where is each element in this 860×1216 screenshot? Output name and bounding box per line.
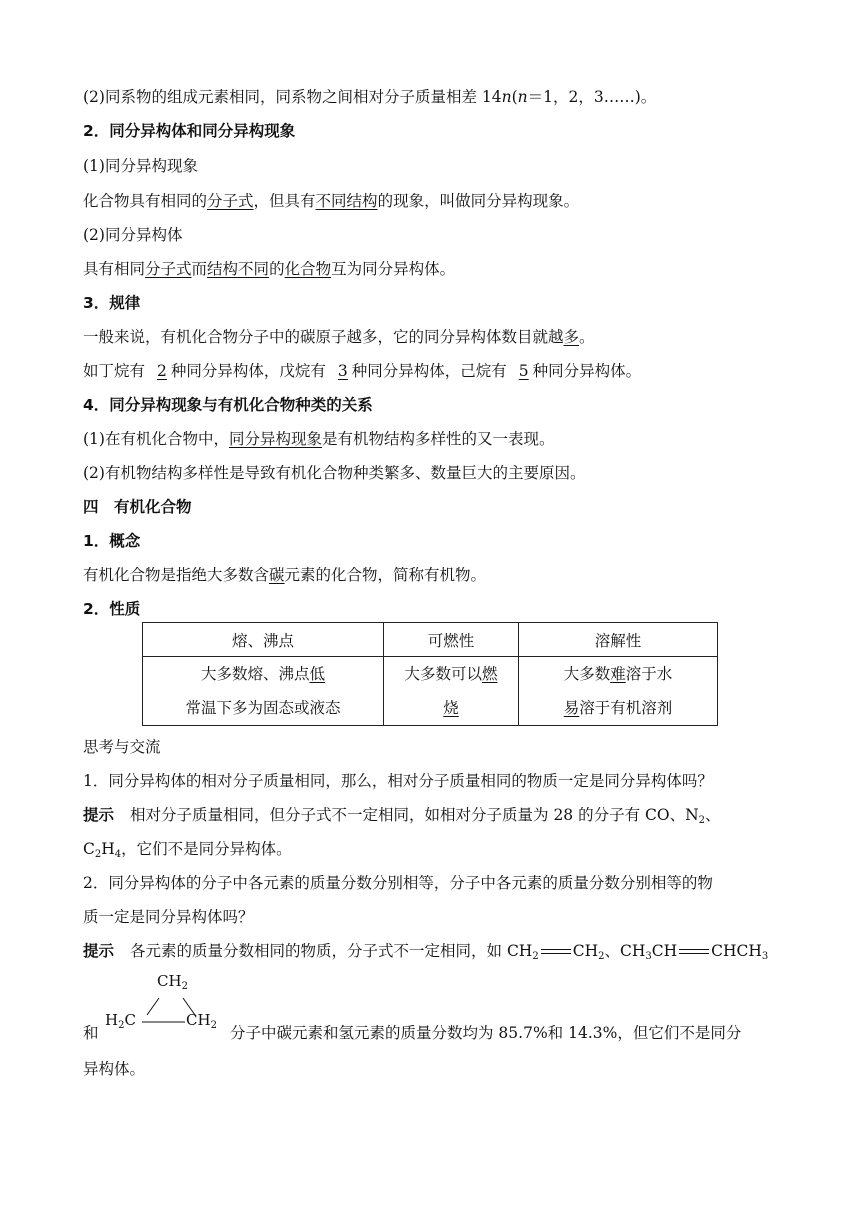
table-cell-flammability: 大多数可以燃 烧 [384,657,519,726]
paragraph-rule: 一般来说，有机化合物分子中的碳原子越多，它的同分异构体数目就越多。 [83,328,595,346]
heading-rule: 3．规律 [83,294,141,312]
cyclopropane-structure [103,970,228,1042]
hint-1-line-2: $C_2H_4$，它们不是同分异构体。 [83,840,292,860]
ring-left-h2c: $H_2C$ [105,1011,136,1031]
hint-1-line-1: 提示 相对分子质量相同，但分子式不一定相同，如相对分子质量为 28 的分子有 CO、$N_2$、 [83,806,721,826]
paragraph-concept: 有机化合物是指绝大多数含碳元素的化合物，简称有机物。 [83,566,487,584]
heading-concept: 1．概念 [83,532,141,550]
table-cell-melting: 大多数熔、沸点低 常温下多为固态或液态 [143,657,384,726]
double-bond-icon [541,947,571,957]
heading-relation: 4．同分异构现象与有机化合物种类的关系 [83,396,373,414]
question-1: 1．同分异构体的相对分子质量相同，那么，相对分子质量相同的物质一定是同分异构体吗？ [83,772,713,790]
subheading-isomer: (2)同分异构体 [83,226,183,244]
hint-2-line-3: 异构体。 [83,1060,146,1078]
conjunction-and: 和 [83,1024,99,1042]
heading-organic-compounds: 四 有机化合物 [83,498,192,516]
table-header-cell: 可燃性 [384,623,519,657]
table-row [143,657,718,726]
section-think: 思考与交流 [83,738,161,756]
properties-table [142,622,718,726]
table-cell-solubility: 大多数难溶于水 易溶于有机溶剂 [519,657,718,726]
hint-2-line-2: 分子中碳元素和氢元素的质量分数均为 85.7%和 14.3%，但它们不是同分 [230,1024,742,1042]
question-2-line-2: 质一定是同分异构体吗？ [83,908,254,926]
hint-2-line-1: 提示 各元素的质量分数相同的物质，分子式不一定相同，如 $CH_2$ $CH_2$、$CH_3CH$ $CHCH_3$ [83,942,769,962]
heading-properties: 2．性质 [83,600,141,618]
ring-top-ch2: $CH_2$ [157,972,188,992]
double-bond-icon [679,947,709,957]
table-header-row [143,623,718,657]
table-header-cell: 溶解性 [519,623,718,657]
ring-right-ch2: $CH_2$ [186,1011,217,1031]
paragraph-relation-1: (1)在有机化合物中，同分异构现象是有机物结构多样性的又一表现。 [83,430,555,448]
heading-isomers: 2．同分异构体和同分异构现象 [83,122,296,140]
paragraph-isomerism-def: 化合物具有相同的分子式，但具有不同结构的现象，叫做同分异构现象。 [83,192,580,210]
paragraph-isomer-def: 具有相同分子式而结构不同的化合物互为同分异构体。 [83,260,456,278]
paragraph-homolog-mass: (2)同系物的组成元素相同，同系物之间相对分子质量相差 14n(n＝1，2，3……)。 [83,88,657,106]
subheading-isomerism: (1)同分异构现象 [83,157,198,175]
table-header-cell: 熔、沸点 [143,623,384,657]
paragraph-isomer-counts: 如丁烷有 2 种同分异构体，戊烷有 3 种同分异构体，己烷有 5 种同分异构体。 [83,362,642,380]
question-2-line-1: 2．同分异构体的分子中各元素的质量分数分别相等，分子中各元素的质量分数分别相等的物 [83,874,713,892]
paragraph-relation-2: (2)有机物结构多样性是导致有机化合物种类繁多、数量巨大的主要原因。 [83,464,586,482]
